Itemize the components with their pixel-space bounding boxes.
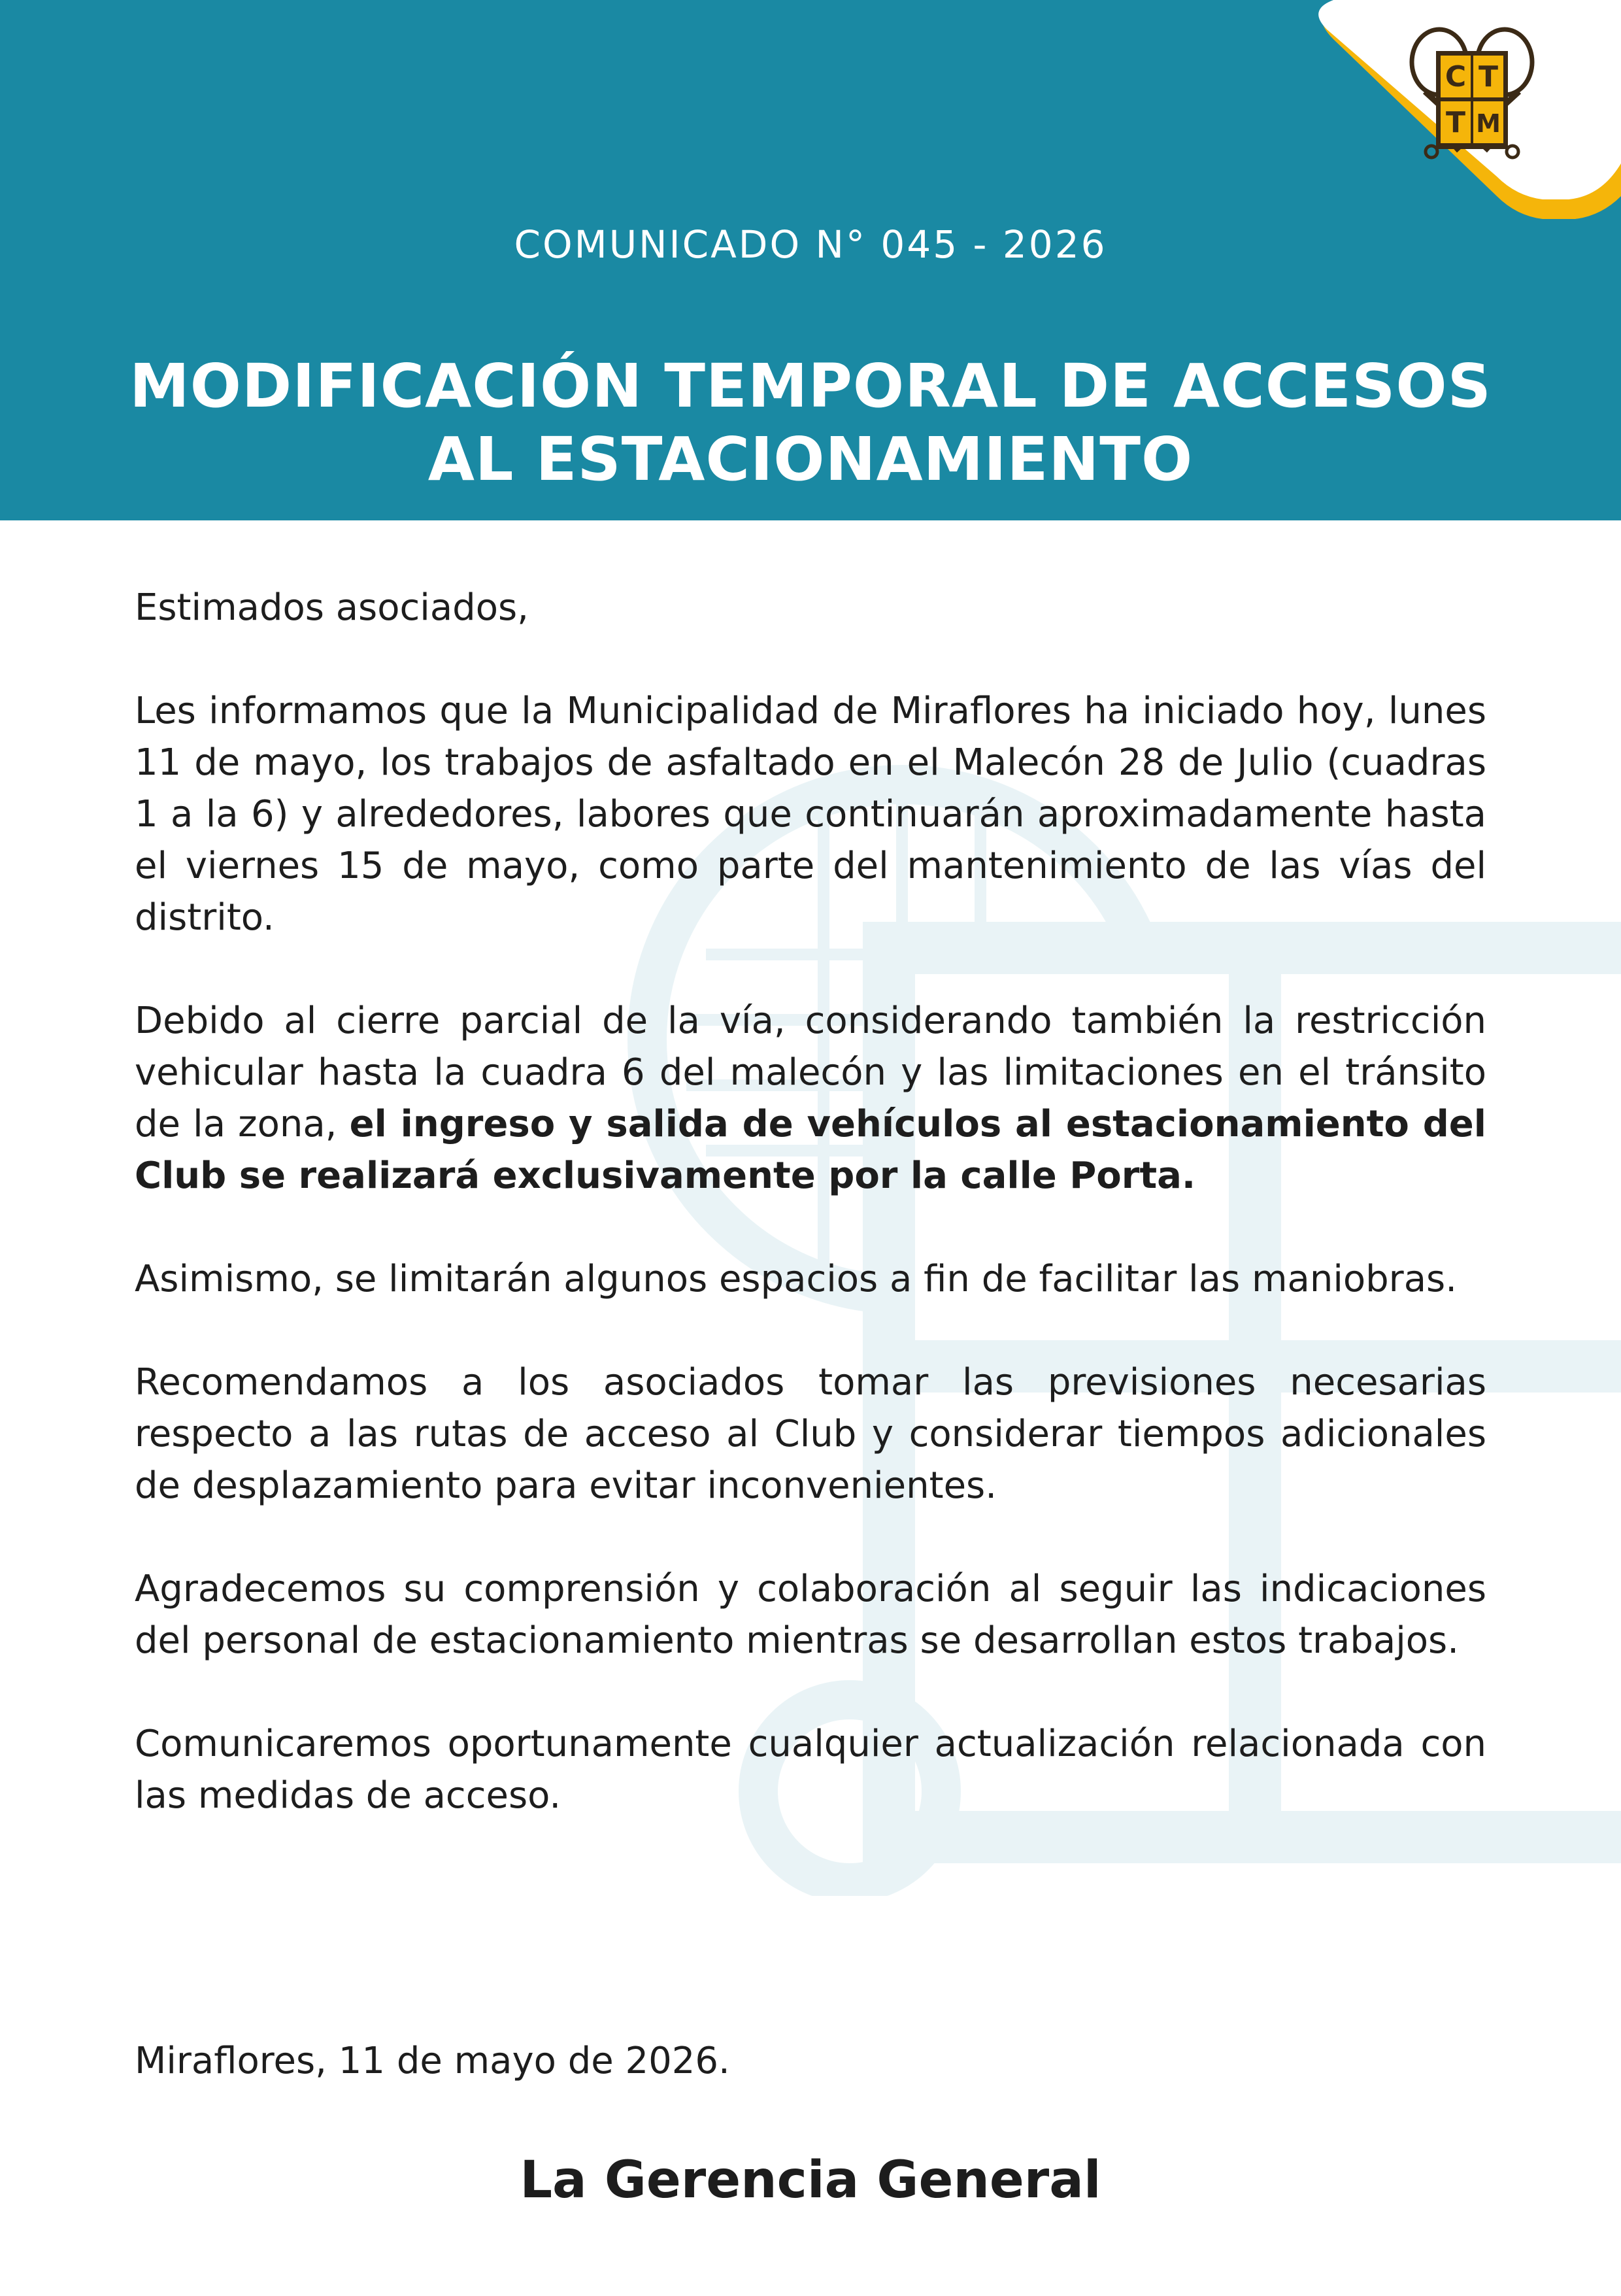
paragraph-3: Asimismo, se limitarán algunos espacios a fin de facilitar las maniobras. [135, 1258, 1457, 1300]
comunicado-number: COMUNICADO N° 045 - 2026 [514, 222, 1107, 267]
title-line-1: MODIFICACIÓN TEMPORAL DE ACCESOS [129, 351, 1492, 421]
paragraph-2-text: Debido al cierre parcial de la vía, considerando también la restricción vehicular hasta la cuadra 6 del malecón y las limitaciones en el tránsito de la zona, [135, 1000, 1486, 1145]
date-line: Miraflores, 11 de mayo de 2026. [135, 2040, 730, 2082]
club-logo-badge [1294, 0, 1621, 222]
paragraph-1: Les informamos que la Municipalidad de Miraflores ha iniciado hoy, lunes 11 de mayo, los trabajos de asfaltado en el Malecón 28 de Julio (cuadras 1 a la 6) y alrededores, labores que continuarán aproximadamente hasta el viernes 15 de mayo, como parte del mantenimiento de las vías del distrito. [135, 690, 1486, 939]
page-title [0, 350, 1621, 496]
paragraph-4: Recomendamos a los asociados tomar las previsiones necesarias respecto a las rutas de acceso al Club y considerar tiempos adicionales de desplazamiento para evitar inconvenientes. [135, 1361, 1486, 1507]
letter-body [135, 582, 1486, 1873]
greeting: Estimados asociados, [135, 586, 529, 629]
paragraph-5: Agradecemos su comprensión y colaboración al seguir las indicaciones del personal de estacionamiento mientras se desarrollan estos trabajos. [135, 1568, 1486, 1662]
signature: La Gerencia General [520, 2151, 1101, 2210]
header-banner [0, 0, 1621, 520]
paragraph-2-bold: el ingreso y salida de vehículos al estacionamiento del Club se realizará exclusivamente por la calle Porta. [135, 1103, 1486, 1197]
paragraph-2 [135, 995, 1486, 1202]
title-line-2: AL ESTACIONAMIENTO [427, 424, 1194, 494]
svg-text:M: M [1476, 109, 1501, 138]
svg-text:T: T [1445, 106, 1466, 139]
svg-text:T: T [1478, 60, 1499, 93]
svg-text:C: C [1445, 60, 1467, 93]
paragraph-6: Comunicaremos oportunamente cualquier actualización relacionada con las medidas de acceso. [135, 1723, 1486, 1817]
